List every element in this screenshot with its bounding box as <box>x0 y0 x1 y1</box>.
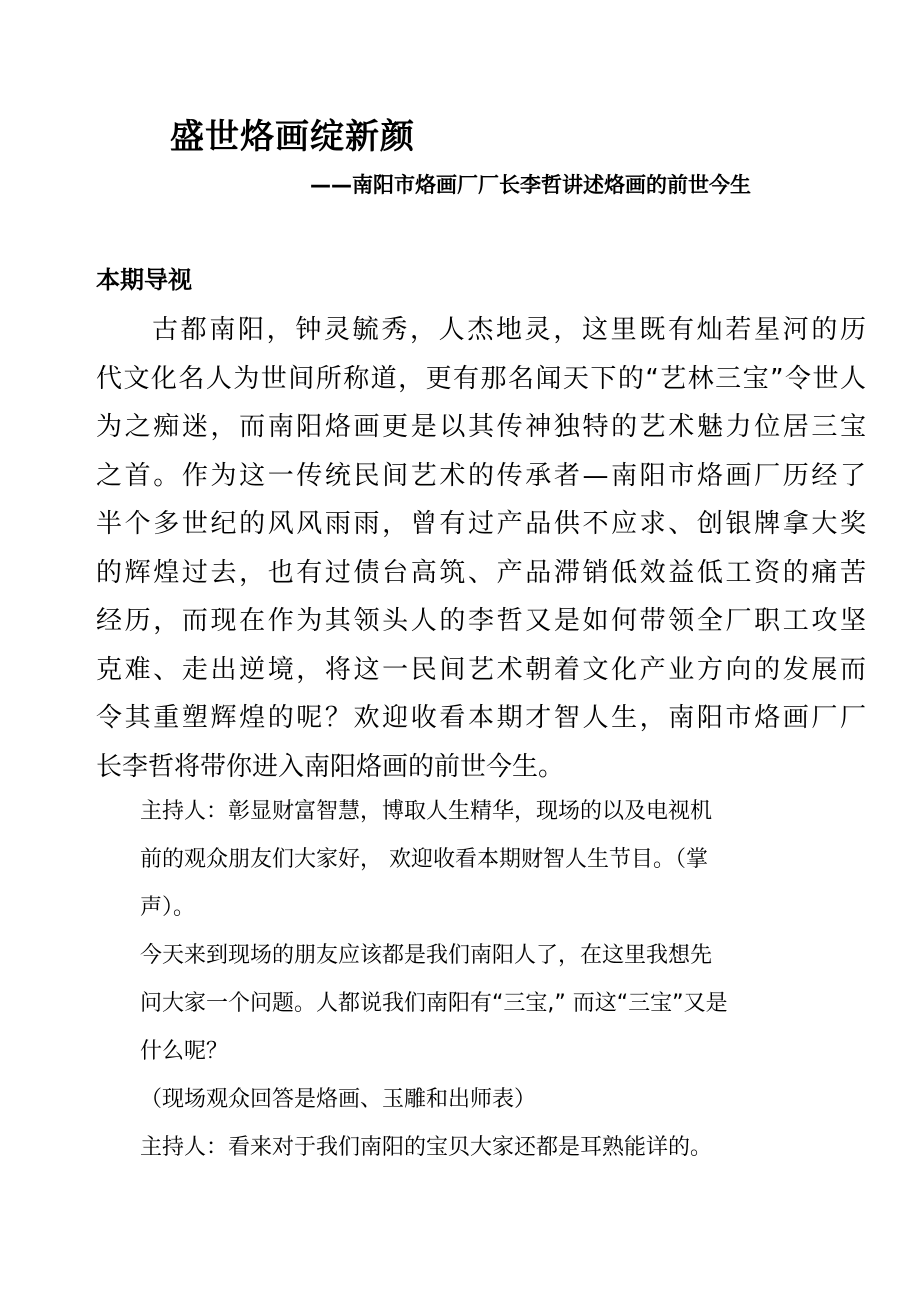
intro-line: 代文化名人为世间所称道，更有那名闻天下的“艺林三宝”令世人 <box>96 363 866 394</box>
document-subtitle: ——南阳市烙画厂厂长李哲讲述烙画的前世今生 <box>310 173 751 197</box>
intro-paragraph <box>96 306 866 791</box>
dialog-line: 主持人：看来对于我们南阳的宝贝大家还都是耳熟能详的。 <box>140 1135 713 1160</box>
dialog-line: 问大家一个问题。人都说我们南阳有“三宝,” 而这“三宝”又是 <box>140 991 728 1016</box>
dialog-transcript <box>140 788 790 1172</box>
intro-line: 半个多世纪的风风雨雨，曾有过产品供不应求、创银牌拿大奖 <box>96 509 866 539</box>
intro-line: 克难、走出逆境，将这一民间艺术朝着文化产业方向的发展而 <box>96 654 866 685</box>
intro-line: 为之痴迷，而南阳烙画更是以其传神独特的艺术魅力位居三宝 <box>96 412 866 442</box>
document-title: 盛世烙画绽新颜 <box>170 117 415 157</box>
dialog-line: 前的观众朋友们大家好， 欢迎收看本期财智人生节目。（掌 <box>140 847 708 872</box>
dialog-line: 什么呢？ <box>140 1039 229 1064</box>
dialog-line: （现场观众回答是烙画、玉雕和出师表） <box>140 1087 537 1112</box>
intro-line: 古都南阳，钟灵毓秀，人杰地灵，这里既有灿若星河的历 <box>152 315 866 345</box>
dialog-line: 主持人：彰显财富智慧，博取人生精华，现场的以及电视机 <box>140 799 713 824</box>
intro-line: 经历，而现在作为其领头人的李哲又是如何带领全厂职工攻坚 <box>96 606 866 636</box>
intro-line: 之首。作为这一传统民间艺术的传承者—南阳市烙画厂历经了 <box>96 460 866 491</box>
intro-line: 的辉煌过去，也有过债台高筑、产品滞销低效益低工资的痛苦 <box>96 557 866 588</box>
intro-line: 长李哲将带你进入南阳烙画的前世今生。 <box>96 751 565 782</box>
intro-line: 令其重塑辉煌的呢？欢迎收看本期才智人生，南阳市烙画厂厂 <box>96 703 866 733</box>
section-heading: 本期导视 <box>96 266 192 294</box>
dialog-line: 声）。 <box>140 895 196 920</box>
dialog-line: 今天来到现场的朋友应该都是我们南阳人了，在这里我想先 <box>140 943 713 968</box>
